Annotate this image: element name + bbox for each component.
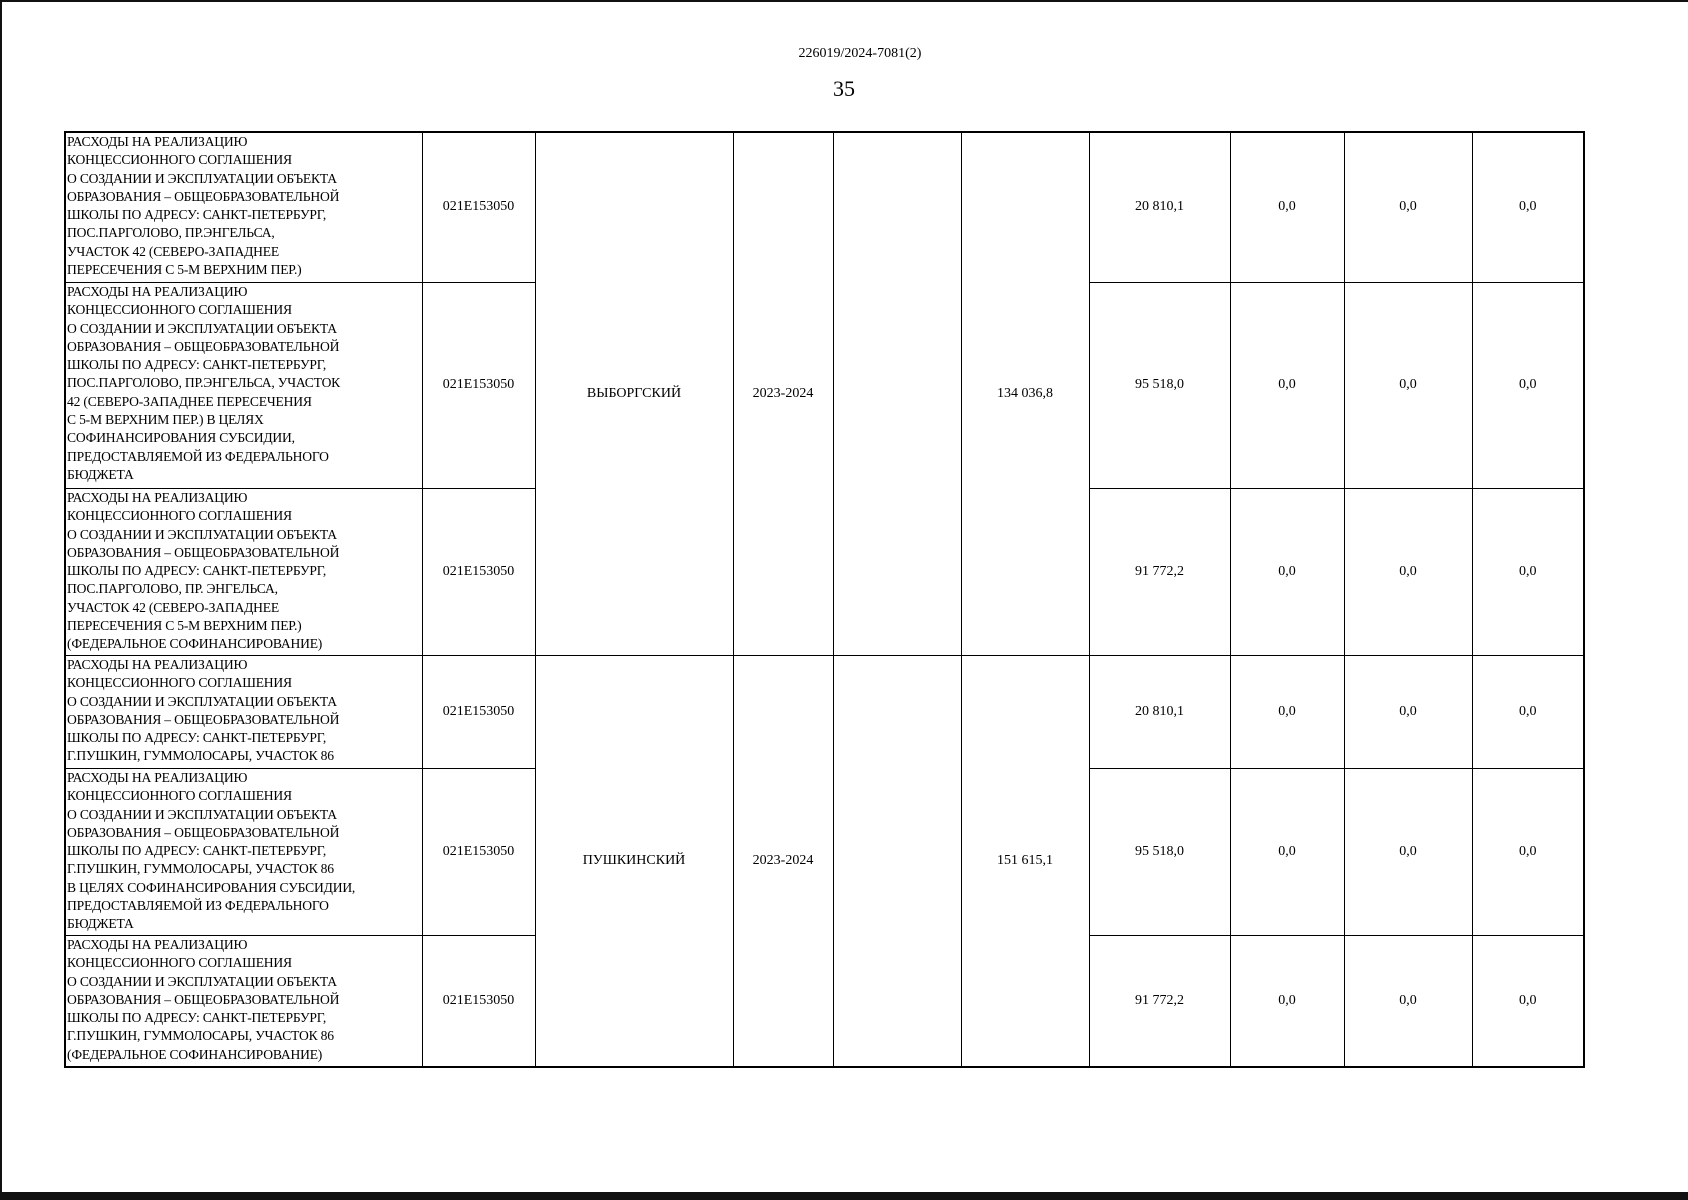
budget-code: 021E153050: [422, 489, 535, 656]
value-1: 0,0: [1230, 132, 1344, 283]
value-1: 0,0: [1230, 656, 1344, 769]
value-2: 0,0: [1344, 936, 1472, 1068]
budget-code: 021E153050: [422, 769, 535, 936]
page-frame-left: [0, 0, 2, 1200]
expense-description: РАСХОДЫ НА РЕАЛИЗАЦИЮ КОНЦЕССИОННОГО СОГЛАШЕНИЯ О СОЗДАНИИ И ЭКСПЛУАТАЦИИ ОБЪЕКТА ОБРАЗОВАНИЯ – ОБЩЕОБРАЗОВАТЕЛЬНОЙ ШКОЛЫ ПО АДРЕСУ: САНКТ-ПЕТЕРБУРГ, ПОС.ПАРГОЛОВО, ПР. ЭНГЕЛЬСА, УЧАСТОК 42 (СЕВЕРО-ЗАПАДНЕЕ ПЕРЕСЕЧЕНИЯ С 5-М ВЕРХНИМ ПЕР.) (ФЕДЕРАЛЬНОЕ СОФИНАНСИРОВАНИЕ): [65, 489, 422, 656]
budget-code: 021E153050: [422, 132, 535, 283]
value-2: 0,0: [1344, 489, 1472, 656]
expense-description: РАСХОДЫ НА РЕАЛИЗАЦИЮ КОНЦЕССИОННОГО СОГЛАШЕНИЯ О СОЗДАНИИ И ЭКСПЛУАТАЦИИ ОБЪЕКТА ОБРАЗОВАНИЯ – ОБЩЕОБРАЗОВАТЕЛЬНОЙ ШКОЛЫ ПО АДРЕСУ: САНКТ-ПЕТЕРБУРГ, Г.ПУШКИН, ГУММОЛОСАРЫ, УЧАСТОК 86 (ФЕДЕРАЛЬНОЕ СОФИНАНСИРОВАНИЕ): [65, 936, 422, 1068]
group-total: 134 036,8: [961, 132, 1089, 656]
amount: 91 772,2: [1089, 489, 1230, 656]
amount: 20 810,1: [1089, 132, 1230, 283]
value-3: 0,0: [1472, 132, 1584, 283]
period: 2023-2024: [733, 132, 833, 656]
empty-cell: [833, 656, 961, 1068]
value-2: 0,0: [1344, 283, 1472, 489]
value-3: 0,0: [1472, 656, 1584, 769]
value-1: 0,0: [1230, 489, 1344, 656]
amount: 95 518,0: [1089, 283, 1230, 489]
value-2: 0,0: [1344, 769, 1472, 936]
budget-table: [64, 131, 1585, 1068]
district-name: ПУШКИНСКИЙ: [535, 656, 733, 1068]
value-1: 0,0: [1230, 283, 1344, 489]
value-1: 0,0: [1230, 936, 1344, 1068]
period: 2023-2024: [733, 656, 833, 1068]
table-row: [65, 132, 1584, 283]
expense-description: РАСХОДЫ НА РЕАЛИЗАЦИЮ КОНЦЕССИОННОГО СОГЛАШЕНИЯ О СОЗДАНИИ И ЭКСПЛУАТАЦИИ ОБЪЕКТА ОБРАЗОВАНИЯ – ОБЩЕОБРАЗОВАТЕЛЬНОЙ ШКОЛЫ ПО АДРЕСУ: САНКТ-ПЕТЕРБУРГ, Г.ПУШКИН, ГУММОЛОСАРЫ, УЧАСТОК 86: [65, 656, 422, 769]
document-number: 226019/2024-7081(2): [798, 46, 922, 61]
budget-code: 021E153050: [422, 656, 535, 769]
expense-description: РАСХОДЫ НА РЕАЛИЗАЦИЮ КОНЦЕССИОННОГО СОГЛАШЕНИЯ О СОЗДАНИИ И ЭКСПЛУАТАЦИИ ОБЪЕКТА ОБРАЗОВАНИЯ – ОБЩЕОБРАЗОВАТЕЛЬНОЙ ШКОЛЫ ПО АДРЕСУ: САНКТ-ПЕТЕРБУРГ, ПОС.ПАРГОЛОВО, ПР.ЭНГЕЛЬСА, УЧАСТОК 42 (СЕВЕРО-ЗАПАДНЕЕ ПЕРЕСЕЧЕНИЯ С 5-М ВЕРХНИМ ПЕР.) В ЦЕЛЯХ СОФИНАНСИРОВАНИЯ СУБСИДИИ, ПРЕДОСТАВЛЯЕМОЙ ИЗ ФЕДЕРАЛЬНОГО БЮДЖЕТА: [65, 283, 422, 489]
value-2: 0,0: [1344, 132, 1472, 283]
page-frame-bottom: [0, 1192, 1688, 1200]
group-total: 151 615,1: [961, 656, 1089, 1068]
amount: 91 772,2: [1089, 936, 1230, 1068]
amount: 20 810,1: [1089, 656, 1230, 769]
page-frame-top: [0, 0, 1688, 2]
page-number: 35: [833, 76, 855, 101]
value-3: 0,0: [1472, 769, 1584, 936]
budget-code: 021E153050: [422, 936, 535, 1068]
table-row: [65, 656, 1584, 769]
budget-code: 021E153050: [422, 283, 535, 489]
expense-description: РАСХОДЫ НА РЕАЛИЗАЦИЮ КОНЦЕССИОННОГО СОГЛАШЕНИЯ О СОЗДАНИИ И ЭКСПЛУАТАЦИИ ОБЪЕКТА ОБРАЗОВАНИЯ – ОБЩЕОБРАЗОВАТЕЛЬНОЙ ШКОЛЫ ПО АДРЕСУ: САНКТ-ПЕТЕРБУРГ, Г.ПУШКИН, ГУММОЛОСАРЫ, УЧАСТОК 86 В ЦЕЛЯХ СОФИНАНСИРОВАНИЯ СУБСИДИИ, ПРЕДОСТАВЛЯЕМОЙ ИЗ ФЕДЕРАЛЬНОГО БЮДЖЕТА: [65, 769, 422, 936]
empty-cell: [833, 132, 961, 656]
district-name: ВЫБОРГСКИЙ: [535, 132, 733, 656]
value-3: 0,0: [1472, 489, 1584, 656]
value-3: 0,0: [1472, 936, 1584, 1068]
value-1: 0,0: [1230, 769, 1344, 936]
amount: 95 518,0: [1089, 769, 1230, 936]
value-3: 0,0: [1472, 283, 1584, 489]
expense-description: РАСХОДЫ НА РЕАЛИЗАЦИЮ КОНЦЕССИОННОГО СОГЛАШЕНИЯ О СОЗДАНИИ И ЭКСПЛУАТАЦИИ ОБЪЕКТА ОБРАЗОВАНИЯ – ОБЩЕОБРАЗОВАТЕЛЬНОЙ ШКОЛЫ ПО АДРЕСУ: САНКТ-ПЕТЕРБУРГ, ПОС.ПАРГОЛОВО, ПР.ЭНГЕЛЬСА, УЧАСТОК 42 (СЕВЕРО-ЗАПАДНЕЕ ПЕРЕСЕЧЕНИЯ С 5-М ВЕРХНИМ ПЕР.): [65, 132, 422, 283]
value-2: 0,0: [1344, 656, 1472, 769]
